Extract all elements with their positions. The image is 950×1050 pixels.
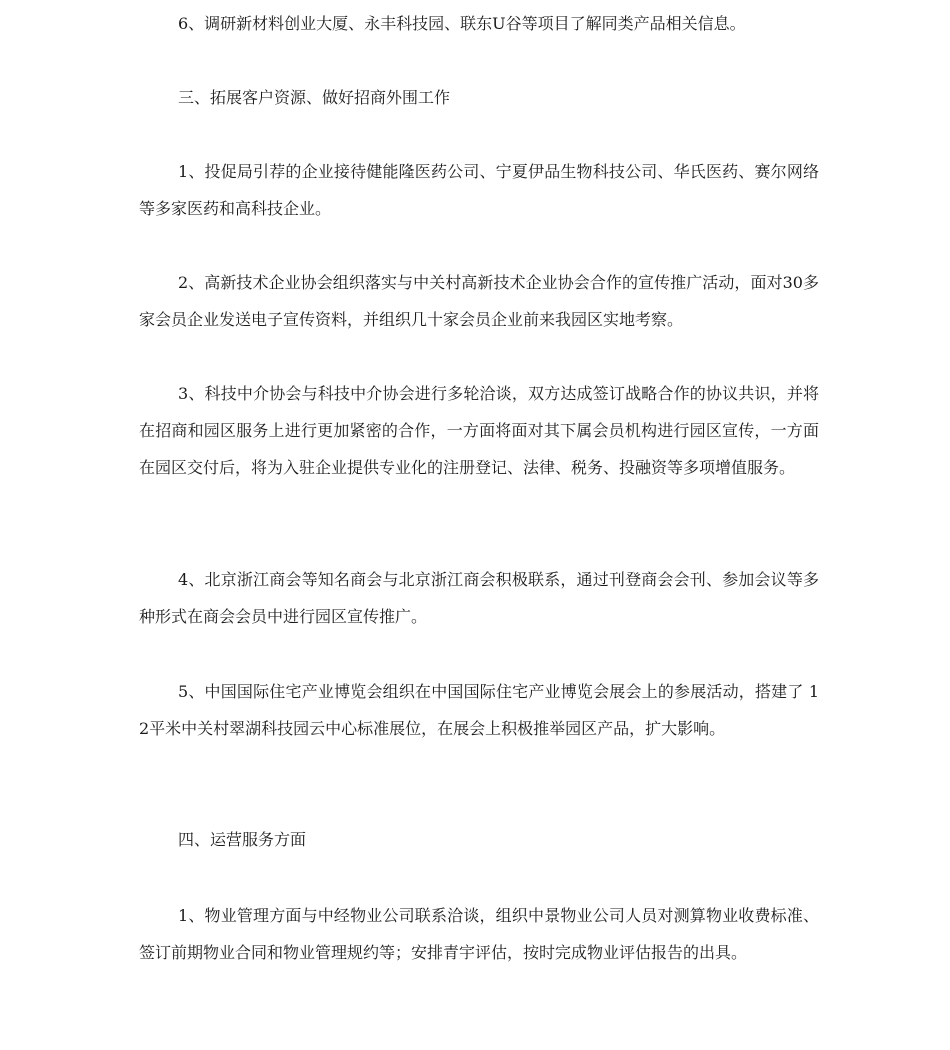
- paragraph-item-6-research: 6、调研新材料创业大厦、永丰科技园、联东U谷等项目了解同类产品相关信息。: [178, 14, 746, 33]
- paragraph-item-4-chamber-of-commerce: 4、北京浙江商会等知名商会与北京浙江商会积极联系，通过刊登商会会刊、参加会议等多种形式在商会会员中进行园区宣传推广。: [139, 570, 819, 626]
- paragraph-item-2-hitech-association: 2、高新技术企业协会组织落实与中关村高新技术企业协会合作的宣传推广活动，面对30多家会员企业发送电子宣传资料，并组织几十家会员企业前来我园区实地考察。: [139, 273, 819, 329]
- paragraph-item-5-housing-expo: 5、中国国际住宅产业博览会组织在中国国际住宅产业博览会展会上的参展活动，搭建了 12平米中关村翠湖科技园云中心标准展位，在展会上积极推举园区产品，扩大影响。: [139, 682, 819, 738]
- paragraph-item-1-property-management: 1、物业管理方面与中经物业公司联系洽谈，组织中景物业公司人员对测算物业收费标准、签订前期物业合同和物业管理规约等；安排青宇评估，按时完成物业评估报告的出具。: [139, 906, 819, 962]
- section-heading-3: 三、拓展客户资源、做好招商外围工作: [178, 88, 451, 107]
- paragraph-item-3-intermediary-association: 3、科技中介协会与科技中介协会进行多轮洽谈，双方达成签订战略合作的协议共识，并将在招商和园区服务上进行更加紧密的合作，一方面将面对其下属会员机构进行园区宣传，一方面在园区交付后，将为入驻企业提供专业化的注册登记、法律、税务、投融资等多项增值服务。: [139, 384, 819, 477]
- paragraph-item-1-investment-bureau: 1、投促局引荐的企业接待健能隆医药公司、宁夏伊品生物科技公司、华氏医药、赛尔网络等多家医药和高科技企业。: [139, 162, 819, 218]
- section-heading-4: 四、运营服务方面: [178, 830, 307, 849]
